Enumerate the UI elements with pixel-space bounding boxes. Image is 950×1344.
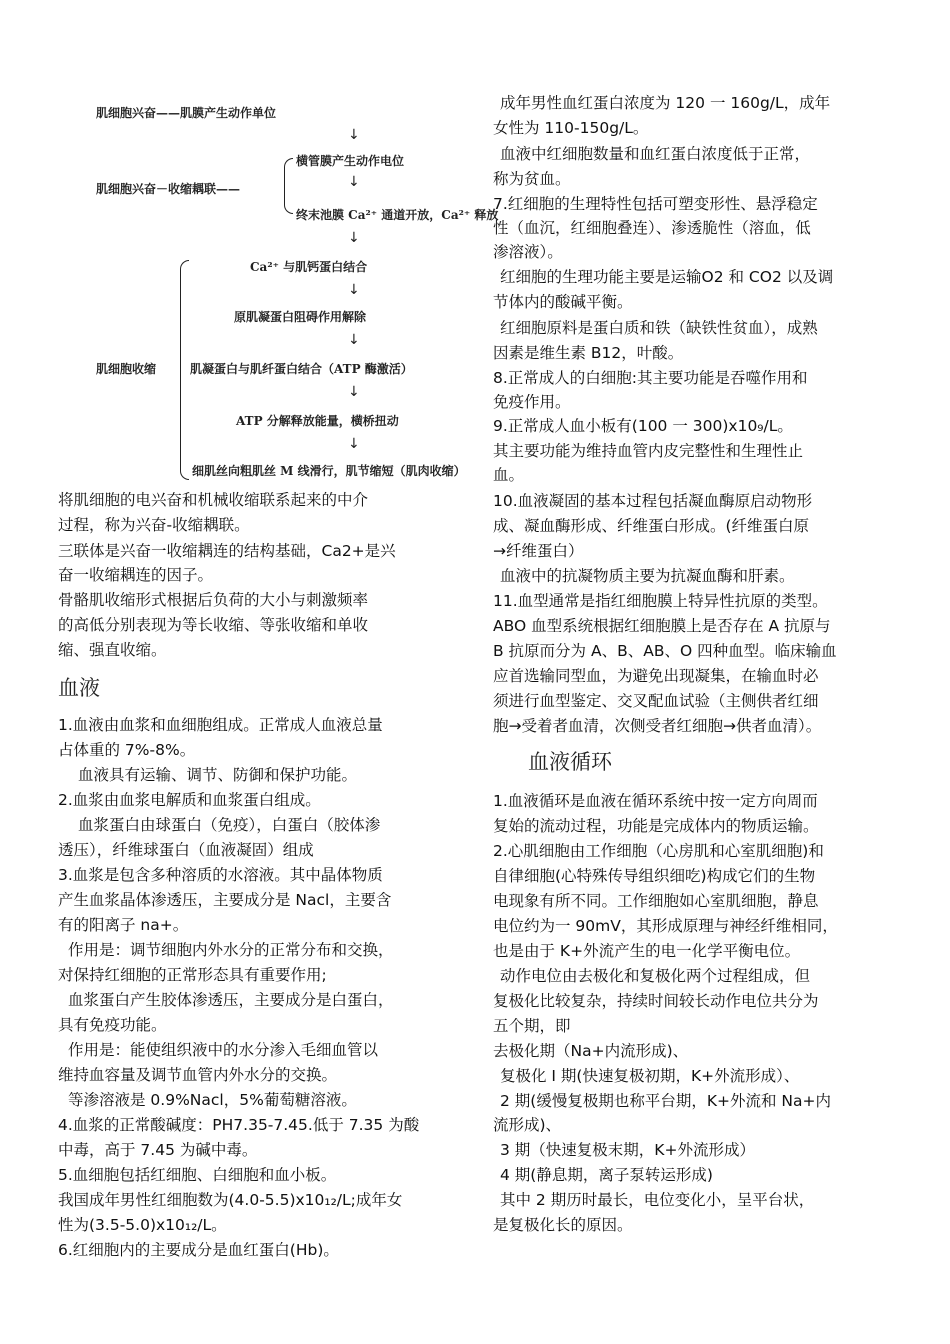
- text-line: 五个期，即: [493, 1017, 571, 1035]
- text-line: 免疫作用。: [493, 393, 571, 411]
- text-line: 节体内的酸碱平衡。: [493, 293, 633, 311]
- text-line: 去极化期（Na+内流形成)、: [493, 1042, 689, 1060]
- text-line: 占体重的 7%-8%。: [58, 741, 196, 759]
- text-line: 应首选输同型血，为避免出现凝集，在输血时必: [493, 667, 819, 685]
- text-line: 红细胞原料是蛋白质和铁（缺铁性贫血），成熟: [500, 319, 818, 337]
- text-line: 10.血液凝固的基本过程包括凝血酶原启动物形: [493, 492, 813, 510]
- text-line: 2 期(缓慢复极期也称平台期，K+外流和 Na+内: [500, 1092, 831, 1110]
- text-line: 血液中红细胞数量和血红蛋白浓度低于正常，: [500, 145, 811, 163]
- text-line: 1.血液由血浆和血细胞组成。正常成人血液总量: [58, 716, 383, 734]
- arrow-down-icon: ↓: [348, 436, 360, 452]
- text-line: 9.正常成人血小板有(100 一 300)x10₉/L。: [493, 417, 793, 435]
- text-line: 电现象有所不同。工作细胞如心室肌细胞，静息: [493, 892, 819, 910]
- text-line: 成、凝血酶形成、纤维蛋白形成。(纤维蛋白原: [493, 517, 810, 535]
- diagram-step-cistern: 终末池膜 Ca²⁺ 通道开放，Ca²⁺ 释放: [296, 208, 499, 222]
- text-line: 自律细胞(心特殊传导组织细吃)构成它们的生物: [493, 867, 816, 885]
- text-line: 渗溶液）。: [493, 243, 563, 261]
- text-line: 3.血浆是包含多种溶质的水溶液。其中晶体物质: [58, 866, 383, 884]
- diagram-step-block: 原肌凝蛋白阻碍作用解除: [234, 310, 367, 324]
- text-line: 其主要功能为维持血管内皮完整性和生理性止: [493, 442, 804, 460]
- text-line: 8.正常成人的白细胞:其主要功能是吞噬作用和: [493, 369, 808, 387]
- ec-coupling-diagram: [58, 92, 503, 487]
- text-line: 2.血浆由血浆电解质和血浆蛋白组成。: [58, 791, 321, 809]
- text-line: 动作电位由去极化和复极化两个过程组成，但: [500, 967, 811, 985]
- arrow-down-icon: ↓: [348, 332, 360, 348]
- text-line: 三联体是兴奋一收缩耦连的结构基础，Ca2+是兴: [58, 542, 396, 560]
- arrow-down-icon: ↓: [348, 174, 360, 190]
- text-line: 5.血细胞包括红细胞、白细胞和血小板。: [58, 1166, 337, 1184]
- arrow-down-icon: ↓: [348, 282, 360, 298]
- diagram-contraction: 肌细胞收缩: [96, 362, 157, 376]
- text-line: 奋一收缩耦连的因子。: [58, 566, 214, 584]
- text-line: 中毒，高于 7.45 为碱中毒。: [58, 1141, 258, 1159]
- text-line: 4 期(静息期，离子泵转运形成): [500, 1166, 713, 1184]
- text-line: 缩、强直收缩。: [58, 641, 167, 659]
- text-line: 称为贫血。: [493, 170, 571, 188]
- text-line: 复始的流动过程，功能是完成体内的物质运输。: [493, 817, 819, 835]
- text-line: 透压），纤维球蛋白（血液凝固）组成: [58, 841, 314, 859]
- text-line: →纤维蛋白）: [493, 542, 584, 560]
- text-line: 对保持红细胞的正常形态具有重要作用;: [58, 966, 327, 984]
- text-line: 其中 2 期历时最长，电位变化小，呈平台状，: [500, 1191, 815, 1209]
- diagram-brace-2: [180, 260, 189, 480]
- diagram-brace-1: [284, 158, 293, 214]
- text-line: 我国成年男性红细胞数为(4.0-5.5)x10₁₂/L;成年女: [58, 1191, 403, 1209]
- text-line: 产生血浆晶体渗透压，主要成分是 Nacl，主要含: [58, 891, 392, 909]
- text-line: 3 期（快速复极末期，K+外流形成）: [500, 1141, 755, 1159]
- text-line: 等渗溶液是 0.9%Nacl，5%葡萄糖溶液。: [68, 1091, 357, 1109]
- text-line: 女性为 110-150g/L。: [493, 119, 649, 137]
- text-line: 流形成)、: [493, 1116, 562, 1134]
- text-line: 有的阳离子 na+。: [58, 916, 189, 934]
- text-line: 作用是：调节细胞内外水分的正常分布和交换，: [68, 941, 394, 959]
- text-line: 1.血液循环是血液在循环系统中按一定方向周而: [493, 792, 818, 810]
- diagram-step-t-tubule: 横管膜产生动作电位: [296, 154, 405, 168]
- diagram-step-myosin: 肌凝蛋白与肌纤蛋白结合（ATP 酶激活）: [190, 362, 413, 376]
- arrow-down-icon: ↓: [348, 127, 360, 143]
- text-line: 血。: [493, 466, 525, 484]
- text-line: 复极化比较复杂，持续时间较长动作电位共分为: [493, 992, 819, 1010]
- diagram-step-ca-bind: Ca²⁺ 与肌钙蛋白结合: [250, 260, 368, 274]
- text-line: 将肌细胞的电兴奋和机械收缩联系起来的中介: [58, 491, 369, 509]
- text-line: 因素是维生素 B12，叶酸。: [493, 344, 684, 362]
- text-line: 性为(3.5-5.0)x10₁₂/L。: [58, 1216, 227, 1234]
- text-line: 作用是：能使组织液中的水分渗入毛细血管以: [68, 1041, 379, 1059]
- text-line: 红细胞的生理功能主要是运输O2 和 CO2 以及调: [500, 268, 834, 286]
- section-heading-blood: 血液: [58, 676, 100, 700]
- arrow-down-icon: ↓: [348, 230, 360, 246]
- text-line: 过程，称为兴奋-收缩耦联。: [58, 516, 250, 534]
- diagram-ec-coupling: 肌细胞兴奋－收缩耦联——: [96, 182, 241, 196]
- text-line: 电位约为一 90mV，其形成原理与神经纤维相同，: [493, 917, 838, 935]
- text-line: 11.血型通常是指红细胞膜上特异性抗原的类型。: [493, 592, 828, 610]
- text-line: 7.红细胞的生理特性包括可塑变形性、悬浮稳定: [493, 195, 818, 213]
- text-line: 骨骼肌收缩形式根据后负荷的大小与刺激频率: [58, 591, 369, 609]
- diagram-step-slide: 细肌丝向粗肌丝 M 线滑行，肌节缩短（肌肉收缩）: [192, 464, 466, 478]
- text-line: 复极化 I 期(快速复极初期，K+外流形成）、: [500, 1067, 800, 1085]
- text-line: 性（血沉，红细胞叠连）、渗透脆性（溶血，低: [493, 219, 811, 237]
- text-line: 是复极化长的原因。: [493, 1216, 633, 1234]
- text-line: 2.心肌细胞由工作细胞（心房肌和心室肌细胞)和: [493, 842, 824, 860]
- text-line: 须进行血型鉴定、交叉配血试验（主侧供者红细: [493, 692, 819, 710]
- text-line: 具有免疫功能。: [58, 1016, 167, 1034]
- arrow-down-icon: ↓: [348, 384, 360, 400]
- text-line: 血液具有运输、调节、防御和保护功能。: [78, 766, 358, 784]
- text-line: 血浆蛋白产生胶体渗透压，主要成分是白蛋白，: [68, 991, 394, 1009]
- diagram-excitation: 肌细胞兴奋——肌膜产生动作单位: [96, 106, 277, 120]
- text-line: ABO 血型系统根据红细胞膜上是否存在 A 抗原与: [493, 617, 831, 635]
- text-line: 胞→受着者血清，次侧受者红细胞→供者血清）。: [493, 717, 822, 735]
- text-line: 维持血容量及调节血管内外水分的交换。: [58, 1066, 338, 1084]
- text-line: 4.血浆的正常酸碱度：PH7.35-7.45.低于 7.35 为酸: [58, 1116, 420, 1134]
- text-line: 成年男性血红蛋白浓度为 120 一 160g/L，成年: [500, 94, 831, 112]
- diagram-step-atp: ATP 分解释放能量，横桥扭动: [236, 414, 399, 428]
- text-line: 血浆蛋白由球蛋白（免疫），白蛋白（胶体渗: [78, 816, 381, 834]
- text-line: 血液中的抗凝物质主要为抗凝血酶和肝素。: [500, 567, 795, 585]
- text-line: 也是由于 K+外流产生的电一化学平衡电位。: [493, 942, 801, 960]
- text-line: 6.红细胞内的主要成分是血红蛋白(Hb)。: [58, 1241, 339, 1259]
- text-line: 的高低分别表现为等长收缩、等张收缩和单收: [58, 616, 369, 634]
- section-heading-circulation: 血液循环: [528, 750, 612, 774]
- text-line: B 抗原而分为 A、B、AB、O 四种血型。临床输血: [493, 642, 837, 660]
